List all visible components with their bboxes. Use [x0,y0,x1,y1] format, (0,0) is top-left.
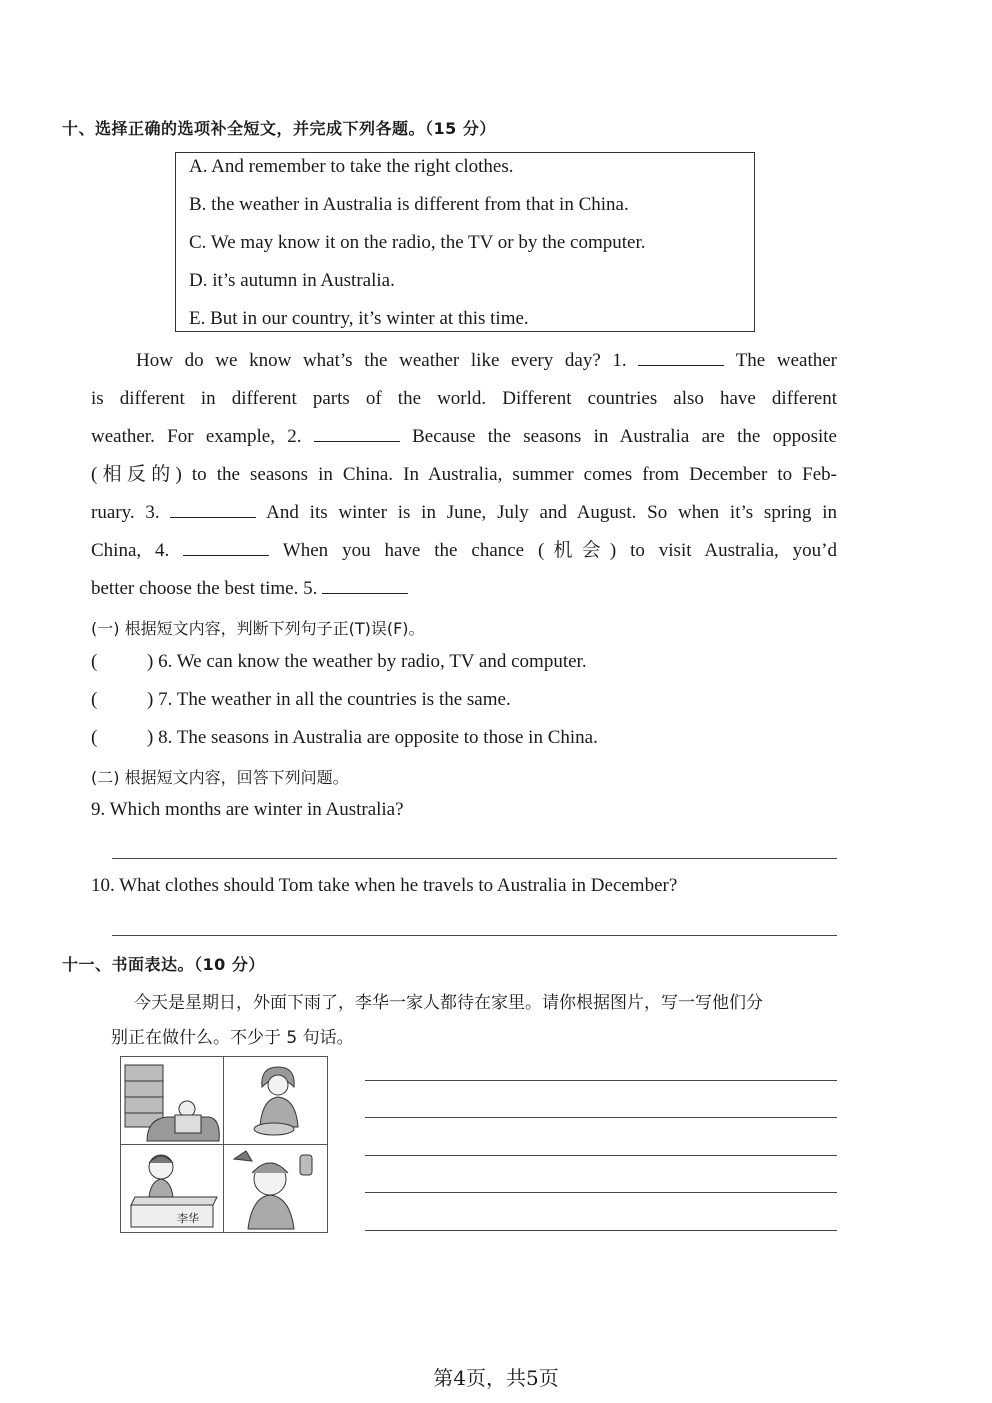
section-10-title: 十、选择正确的选项补全短文，并完成下列各题。（15 分） [62,119,496,138]
family-picture-grid [120,1056,328,1233]
writing-line-1[interactable] [365,1080,837,1081]
writing-line-3[interactable] [365,1155,837,1156]
passage-line-1a: How do we know what’s the weather like every day? 1. [136,350,627,371]
part-2-title: (二) 根据短文内容，回答下列问题。 [91,768,349,787]
blank-4[interactable] [183,537,269,556]
page-number: 第4页，共5页 [433,1366,559,1390]
passage-line-3b: Because the seasons in Australia are the opposite [412,426,837,447]
picture-mother-washing [224,1057,326,1144]
option-a: A. And remember to take the right clothes. [189,156,514,177]
writing-prompt-line-1: 今天是星期日，外面下雨了，李华一家人都待在家里。请你根据图片，写一写他们分 [134,993,763,1013]
option-c: C. We may know it on the radio, the TV or by the computer. [189,232,646,253]
picture-father-sofa [121,1057,223,1144]
tf-answer-8[interactable]: ( [91,727,98,748]
question-9: 9. Which months are winter in Australia? [91,799,404,820]
writing-line-5[interactable] [365,1230,837,1231]
tf-item-6: ( ) 6. We can know the weather by radio, TV and computer. [91,651,587,672]
answer-line-9[interactable] [112,858,837,859]
blank-3[interactable] [170,499,256,518]
picture-sister-phone [224,1145,326,1232]
question-10: 10. What clothes should Tom take when he travels to Australia in December? [91,875,678,896]
passage-line-5b: And its winter is in June, July and August. So when it’s spring in [266,502,837,523]
writing-line-2[interactable] [365,1117,837,1118]
passage-line-3a: weather. For example, 2. [91,426,302,447]
writing-prompt-line-2: 别正在做什么。不少于 5 句话。 [111,1028,354,1048]
picture-lihua-desk [121,1145,223,1232]
blank-5[interactable] [322,575,408,594]
passage-line-7: better choose the best time. 5. [91,578,318,599]
option-e: E. But in our country, it’s winter at this time. [189,308,529,329]
section-11-title: 十一、书面表达。（10 分） [62,955,265,974]
writing-line-4[interactable] [365,1192,837,1193]
passage-line-1b: The weather [735,350,838,371]
picture-label-lihua: 李华 [177,1212,199,1225]
tf-item-7: ( ) 7. The weather in all the countries is the same. [91,689,511,710]
passage-line-6a: China, 4. [91,540,170,561]
passage-line-5a: ruary. 3. [91,502,160,523]
option-b: B. the weather in Australia is different from that in China. [189,194,629,215]
passage-line-6b: When you have the chance (机会) to visit Australia, you’d [282,540,837,561]
option-d: D. it’s autumn in Australia. [189,270,395,291]
passage-line-2: is different in different parts of the world. Different countries also have different [91,388,837,409]
tf-answer-7[interactable]: ( [91,689,98,710]
tf-answer-6[interactable]: ( [91,651,98,672]
tf-item-8: ( ) 8. The seasons in Australia are opposite to those in China. [91,727,598,748]
part-1-title: (一) 根据短文内容，判断下列句子正(T)误(F)。 [91,619,425,638]
passage-line-4: (相反的) to the seasons in China. In Australia, summer comes from December to Feb- [91,464,837,485]
blank-1[interactable] [638,347,724,366]
options-box [175,152,755,332]
answer-line-10[interactable] [112,935,837,936]
blank-2[interactable] [314,423,400,442]
